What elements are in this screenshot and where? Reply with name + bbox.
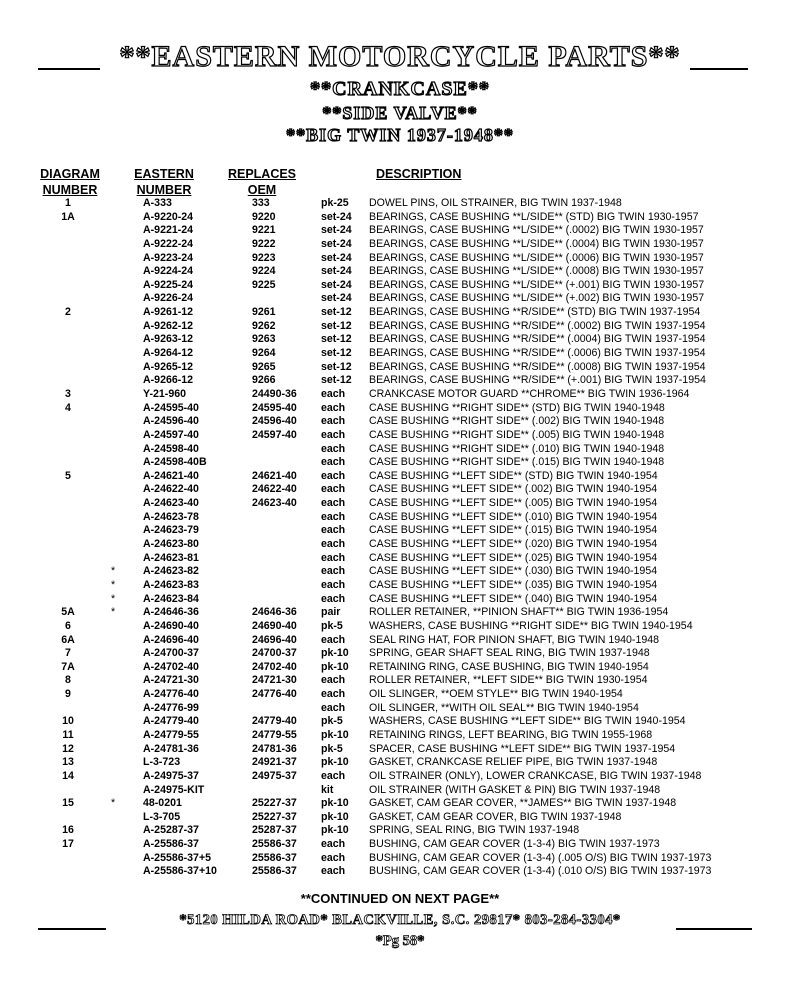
eastern-number: A-24975-KIT: [143, 783, 205, 796]
pack-unit: each: [321, 469, 346, 482]
diagram-number: 2: [65, 306, 71, 319]
eastern-number: A-24598-40B: [143, 456, 207, 469]
diagram-number: 17: [62, 838, 74, 851]
oem-number: 24779-55: [252, 728, 297, 741]
eastern-number: L-3-723: [143, 756, 181, 769]
eastern-number: A-9266-12: [143, 374, 194, 387]
eastern-number: A-9222-24: [143, 237, 194, 250]
table-row: [0, 374, 800, 388]
diagram-number: 8: [65, 674, 71, 687]
diagram-number: 6A: [61, 633, 75, 646]
description: SPRING, SEAL RING, BIG TWIN 1937-1948: [369, 824, 580, 837]
pack-unit: pk-10: [321, 647, 349, 660]
eastern-number: A-9221-24: [143, 224, 194, 237]
note-star: *: [110, 565, 116, 578]
eastern-number: A-24623-40: [143, 497, 199, 510]
oem-number: 9261: [252, 306, 276, 319]
description: OIL STRAINER (ONLY), LOWER CRANKCASE, BIG TWIN 1937-1948: [369, 769, 702, 782]
oem-number: 24776-40: [252, 688, 297, 701]
table-row: [0, 647, 800, 661]
eastern-number: A-24623-84: [143, 592, 199, 605]
description: RETAINING RING, CASE BUSHING, BIG TWIN 1940-1954: [369, 660, 649, 673]
table-row: [0, 702, 800, 716]
eastern-number: 48-0201: [143, 797, 182, 810]
description: ROLLER RETAINER, **LEFT SIDE** BIG TWIN 1930-1954: [369, 674, 648, 687]
table-row: [0, 756, 800, 770]
eastern-number: A-24779-55: [143, 728, 199, 741]
eastern-number: A-24779-40: [143, 715, 199, 728]
oem-number: 24781-36: [252, 742, 297, 755]
description: BEARINGS, CASE BUSHING **L/SIDE** (.0004) BIG TWIN 1930-1957: [369, 237, 704, 250]
pack-unit: pk-25: [321, 197, 349, 209]
pack-unit: each: [321, 442, 346, 455]
pack-unit: each: [321, 551, 346, 564]
eastern-number: A-9220-24: [143, 210, 194, 223]
table-row: [0, 852, 800, 866]
page-number: *Pg 58*: [375, 933, 425, 949]
description: CASE BUSHING **RIGHT SIDE** (STD) BIG TWIN 1940-1948: [369, 401, 665, 414]
description: WASHERS, CASE BUSHING **RIGHT SIDE** BIG TWIN 1940-1954: [369, 619, 693, 632]
table-row: [0, 470, 800, 484]
pack-unit: set-24: [321, 265, 352, 278]
eastern-number: A-24621-40: [143, 469, 199, 482]
oem-number: 9223: [252, 251, 276, 264]
title-block: [0, 40, 800, 76]
pack-unit: set-24: [321, 292, 352, 305]
table-row: [0, 456, 800, 470]
description: GASKET, CAM GEAR COVER, BIG TWIN 1937-1948: [369, 810, 622, 823]
eastern-number: A-9223-24: [143, 251, 194, 264]
eastern-number: A-9224-24: [143, 265, 194, 278]
table-row: [0, 415, 800, 429]
eastern-number: A-24623-83: [143, 578, 199, 591]
description: WASHERS, CASE BUSHING **LEFT SIDE** BIG TWIN 1940-1954: [369, 715, 686, 728]
oem-number: 24921-37: [252, 756, 297, 769]
description: CASE BUSHING **LEFT SIDE** (STD) BIG TWIN 1940-1954: [369, 469, 658, 482]
description: CASE BUSHING **LEFT SIDE** (.005) BIG TWIN 1940-1954: [369, 497, 658, 510]
parts-table: [0, 197, 800, 879]
pack-unit: each: [321, 387, 346, 400]
eastern-number: A-24776-40: [143, 688, 199, 701]
pack-unit: set-24: [321, 224, 352, 237]
eastern-number: A-24623-81: [143, 551, 199, 564]
oem-number: 24621-40: [252, 469, 297, 482]
note-star: *: [110, 592, 116, 605]
oem-number: 24490-36: [252, 387, 297, 400]
pack-unit: set-24: [321, 210, 352, 223]
pack-unit: each: [321, 865, 346, 878]
eastern-number: A-24690-40: [143, 619, 199, 632]
oem-number: 24623-40: [252, 497, 297, 510]
eastern-number: A-9261-12: [143, 306, 194, 319]
table-row: [0, 688, 800, 702]
description: SPACER, CASE BUSHING **LEFT SIDE** BIG TWIN 1937-1954: [369, 742, 676, 755]
table-row: [0, 824, 800, 838]
description: BEARINGS, CASE BUSHING **L/SIDE** (.0002) BIG TWIN 1930-1957: [369, 224, 704, 237]
eastern-number: A-24696-40: [143, 633, 199, 646]
pack-unit: pk-10: [321, 756, 349, 769]
table-row: [0, 388, 800, 402]
pack-unit: pk-10: [321, 728, 349, 741]
eastern-number: A-24700-37: [143, 647, 199, 660]
oem-number: 9264: [252, 347, 276, 360]
description: CASE BUSHING **LEFT SIDE** (.020) BIG TWIN 1940-1954: [369, 538, 658, 551]
description: BEARINGS, CASE BUSHING **L/SIDE** (+.001) BIG TWIN 1930-1957: [369, 278, 705, 291]
description: OIL STRAINER (WITH GASKET & PIN) BIG TWIN 1937-1948: [369, 783, 661, 796]
note-star: *: [110, 606, 116, 619]
diagram-number: 16: [62, 824, 74, 837]
subtitle-big-twin: **BIG TWIN 1937-1948**: [286, 125, 514, 145]
table-row: [0, 579, 800, 593]
diagram-number: 5A: [61, 606, 75, 619]
pack-unit: each: [321, 415, 346, 428]
eastern-number: A-24622-40: [143, 483, 199, 496]
oem-number: 9265: [252, 360, 276, 373]
oem-number: 24690-40: [252, 619, 297, 632]
table-row: [0, 743, 800, 757]
description: OIL SLINGER, **OEM STYLE** BIG TWIN 1940-1954: [369, 688, 623, 701]
description: CRANKCASE MOTOR GUARD **CHROME** BIG TWIN 1936-1964: [369, 387, 690, 400]
table-row: [0, 674, 800, 688]
table-row: [0, 483, 800, 497]
table-row: [0, 729, 800, 743]
table-row: [0, 838, 800, 852]
description: BEARINGS, CASE BUSHING **L/SIDE** (+.002) BIG TWIN 1930-1957: [369, 292, 705, 305]
table-row: [0, 593, 800, 607]
description: SEAL RING HAT, FOR PINION SHAFT, BIG TWIN 1940-1948: [369, 633, 660, 646]
description: BEARINGS, CASE BUSHING **L/SIDE** (.0006) BIG TWIN 1930-1957: [369, 251, 704, 264]
description: CASE BUSHING **RIGHT SIDE** (.010) BIG TWIN 1940-1948: [369, 442, 665, 455]
description: CASE BUSHING **LEFT SIDE** (.030) BIG TWIN 1940-1954: [369, 565, 658, 578]
pack-unit: each: [321, 565, 346, 578]
description: CASE BUSHING **RIGHT SIDE** (.005) BIG TWIN 1940-1948: [369, 428, 665, 441]
eastern-number: A-24623-80: [143, 538, 199, 551]
oem-number: 25287-37: [252, 824, 297, 837]
description: BEARINGS, CASE BUSHING **R/SIDE** (STD) BIG TWIN 1937-1954: [369, 306, 701, 319]
eastern-number: A-9226-24: [143, 292, 194, 305]
pack-unit: each: [321, 592, 346, 605]
oem-number: 9225: [252, 278, 276, 291]
subtitle-crankcase: **CRANKCASE**: [310, 78, 490, 100]
eastern-number: A-25586-37: [143, 838, 199, 851]
diagram-number: 5: [65, 469, 71, 482]
diagram-number: 13: [62, 756, 74, 769]
oem-number: 24622-40: [252, 483, 297, 496]
pack-unit: each: [321, 851, 346, 864]
eastern-number: A-25287-37: [143, 824, 199, 837]
oem-number: 24596-40: [252, 415, 297, 428]
table-row: [0, 265, 800, 279]
oem-number: 9221: [252, 224, 276, 237]
table-row: [0, 511, 800, 525]
diagram-number: 9: [65, 688, 71, 701]
eastern-number: A-24781-36: [143, 742, 199, 755]
pack-unit: each: [321, 769, 346, 782]
pack-unit: set-24: [321, 278, 352, 291]
pack-unit: each: [321, 524, 346, 537]
table-row: [0, 620, 800, 634]
description: BEARINGS, CASE BUSHING **R/SIDE** (.0002) BIG TWIN 1937-1954: [369, 319, 706, 332]
eastern-number: A-25586-37+10: [143, 865, 217, 878]
pack-unit: set-12: [321, 319, 352, 332]
eastern-number: A-24702-40: [143, 660, 199, 673]
pack-unit: pk-10: [321, 797, 349, 810]
eastern-number: A-9262-12: [143, 319, 194, 332]
table-row: [0, 715, 800, 729]
pack-unit: set-24: [321, 237, 352, 250]
pack-unit: set-12: [321, 374, 352, 387]
pack-unit: each: [321, 428, 346, 441]
table-row: [0, 211, 800, 225]
oem-number: 24696-40: [252, 633, 297, 646]
description: DOWEL PINS, OIL STRAINER, BIG TWIN 1937-1948: [369, 197, 622, 209]
pack-unit: kit: [321, 783, 334, 796]
description: BEARINGS, CASE BUSHING **R/SIDE** (.0008) BIG TWIN 1937-1954: [369, 360, 706, 373]
oem-number: 25586-37: [252, 865, 297, 878]
table-row: [0, 770, 800, 784]
table-row: [0, 606, 800, 620]
eastern-number: A-24646-36: [143, 606, 199, 619]
description: BEARINGS, CASE BUSHING **L/SIDE** (.0008) BIG TWIN 1930-1957: [369, 265, 704, 278]
eastern-number: A-9265-12: [143, 360, 194, 373]
diagram-number: 1: [65, 197, 71, 209]
pack-unit: pk-5: [321, 742, 343, 755]
eastern-number: A-24623-82: [143, 565, 199, 578]
table-row: [0, 811, 800, 825]
description: BUSHING, CAM GEAR COVER (1-3-4) BIG TWIN 1937-1973: [369, 838, 660, 851]
diagram-number: 6: [65, 619, 71, 632]
pack-unit: each: [321, 538, 346, 551]
oem-number: 25586-37: [252, 851, 297, 864]
pack-unit: set-12: [321, 333, 352, 346]
eastern-number: A-24596-40: [143, 415, 199, 428]
oem-number: 24779-40: [252, 715, 297, 728]
note-star: *: [110, 578, 116, 591]
oem-number: 24721-30: [252, 674, 297, 687]
eastern-number: A-9225-24: [143, 278, 194, 291]
pack-unit: pair: [321, 606, 341, 619]
table-row: [0, 320, 800, 334]
description: ROLLER RETAINER, **PINION SHAFT** BIG TWIN 1936-1954: [369, 606, 669, 619]
oem-number: 24595-40: [252, 401, 297, 414]
table-row: [0, 552, 800, 566]
table-row: [0, 797, 800, 811]
diagram-number: 4: [65, 401, 71, 414]
pack-unit: set-12: [321, 347, 352, 360]
description: BEARINGS, CASE BUSHING **R/SIDE** (+.001) BIG TWIN 1937-1954: [369, 374, 706, 387]
eastern-number: A-24975-37: [143, 769, 199, 782]
table-row: [0, 538, 800, 552]
oem-number: 24975-37: [252, 769, 297, 782]
eastern-number: A-9264-12: [143, 347, 194, 360]
table-row: [0, 306, 800, 320]
table-row: [0, 197, 800, 211]
pack-unit: pk-5: [321, 715, 343, 728]
pack-unit: each: [321, 701, 346, 714]
description: SPRING, GEAR SHAFT SEAL RING, BIG TWIN 1937-1948: [369, 647, 650, 660]
oem-number: 25227-37: [252, 810, 297, 823]
oem-number: 9222: [252, 237, 276, 250]
pack-unit: each: [321, 674, 346, 687]
description: CASE BUSHING **LEFT SIDE** (.035) BIG TWIN 1940-1954: [369, 578, 658, 591]
table-row: [0, 224, 800, 238]
description: BEARINGS, CASE BUSHING **L/SIDE** (STD) BIG TWIN 1930-1957: [369, 210, 699, 223]
diagram-number: 12: [62, 742, 74, 755]
diagram-number: 7A: [61, 660, 75, 673]
table-row: [0, 497, 800, 511]
footer-address: *5120 HILDA ROAD* BLACKVILLE, S.C. 29817* 803-284-3304*: [179, 912, 621, 928]
description: GASKET, CAM GEAR COVER, **JAMES** BIG TWIN 1937-1948: [369, 797, 677, 810]
description: CASE BUSHING **LEFT SIDE** (.040) BIG TWIN 1940-1954: [369, 592, 658, 605]
pack-unit: each: [321, 401, 346, 414]
pack-unit: set-24: [321, 251, 352, 264]
table-row: [0, 292, 800, 306]
description: OIL SLINGER, **WITH OIL SEAL** BIG TWIN 1940-1954: [369, 701, 639, 714]
table-row: [0, 252, 800, 266]
pack-unit: each: [321, 456, 346, 469]
pack-unit: each: [321, 578, 346, 591]
oem-number: 24702-40: [252, 660, 297, 673]
table-row: [0, 524, 800, 538]
oem-number: 9262: [252, 319, 276, 332]
table-row: [0, 661, 800, 675]
diagram-number: 11: [62, 728, 74, 741]
description: CASE BUSHING **LEFT SIDE** (.025) BIG TWIN 1940-1954: [369, 551, 658, 564]
table-row: [0, 429, 800, 443]
diagram-number: 1A: [61, 210, 75, 223]
description: CASE BUSHING **RIGHT SIDE** (.002) BIG TWIN 1940-1948: [369, 415, 665, 428]
diagram-number: 15: [62, 797, 74, 810]
description: BEARINGS, CASE BUSHING **R/SIDE** (.0006) BIG TWIN 1937-1954: [369, 347, 706, 360]
diagram-number: 7: [65, 647, 71, 660]
eastern-number: A-24597-40: [143, 428, 199, 441]
eastern-number: A-24595-40: [143, 401, 199, 414]
table-row: [0, 865, 800, 879]
description: BUSHING, CAM GEAR COVER (1-3-4) (.005 O/S) BIG TWIN 1937-1973: [369, 851, 712, 864]
table-row: [0, 402, 800, 416]
eastern-number: A-9263-12: [143, 333, 194, 346]
oem-number: 9263: [252, 333, 276, 346]
eastern-number: A-24721-30: [143, 674, 199, 687]
column-header-replaces: REPLACES OEM: [227, 167, 297, 197]
oem-number: 24700-37: [252, 647, 297, 660]
oem-number: 24597-40: [252, 428, 297, 441]
eastern-number: A-24598-40: [143, 442, 199, 455]
diagram-number: 14: [62, 769, 74, 782]
pack-unit: each: [321, 838, 346, 851]
table-row: [0, 565, 800, 579]
subtitle-side-valve: **SIDE VALVE**: [322, 103, 478, 123]
eastern-number: L-3-705: [143, 810, 181, 823]
footer-rule-left: [38, 928, 106, 930]
pack-unit: each: [321, 510, 346, 523]
eastern-number: Y-21-960: [143, 387, 186, 400]
description: GASKET, CRANKCASE RELIEF PIPE, BIG TWIN 1937-1948: [369, 756, 658, 769]
pack-unit: each: [321, 497, 346, 510]
column-header-eastern: EASTERN NUMBER: [134, 167, 194, 197]
table-row: [0, 634, 800, 648]
description: CASE BUSHING **LEFT SIDE** (.002) BIG TWIN 1940-1954: [369, 483, 658, 496]
oem-number: 333: [252, 197, 270, 209]
table-row: [0, 238, 800, 252]
page-title: **EASTERN MOTORCYCLE PARTS**: [119, 40, 681, 73]
diagram-number: 3: [65, 387, 71, 400]
pack-unit: pk-5: [321, 619, 343, 632]
oem-number: 24646-36: [252, 606, 297, 619]
pack-unit: pk-10: [321, 660, 349, 673]
diagram-number: 10: [62, 715, 74, 728]
oem-number: 9266: [252, 374, 276, 387]
description: CASE BUSHING **RIGHT SIDE** (.015) BIG TWIN 1940-1948: [369, 456, 665, 469]
pack-unit: set-12: [321, 360, 352, 373]
footer-rule-right: [676, 928, 752, 930]
description: CASE BUSHING **LEFT SIDE** (.010) BIG TWIN 1940-1954: [369, 510, 658, 523]
oem-number: 25227-37: [252, 797, 297, 810]
title-rule-left: [38, 68, 100, 70]
pack-unit: pk-10: [321, 824, 349, 837]
table-row: [0, 333, 800, 347]
pack-unit: each: [321, 688, 346, 701]
eastern-number: A-24623-78: [143, 510, 199, 523]
note-star: *: [110, 797, 116, 810]
continued-note: **CONTINUED ON NEXT PAGE**: [300, 891, 500, 906]
pack-unit: each: [321, 483, 346, 496]
eastern-number: A-24623-79: [143, 524, 199, 537]
eastern-number: A-25586-37+5: [143, 851, 212, 864]
table-row: [0, 443, 800, 457]
description: RETAINING RINGS, LEFT BEARING, BIG TWIN 1955-1968: [369, 728, 653, 741]
oem-number: 25586-37: [252, 838, 297, 851]
column-header-diagram: DIAGRAM NUMBER: [40, 167, 100, 197]
pack-unit: set-12: [321, 306, 352, 319]
description: CASE BUSHING **LEFT SIDE** (.015) BIG TWIN 1940-1954: [369, 524, 658, 537]
table-row: [0, 347, 800, 361]
description: BUSHING, CAM GEAR COVER (1-3-4) (.010 O/S) BIG TWIN 1937-1973: [369, 865, 712, 878]
pack-unit: pk-10: [321, 810, 349, 823]
table-row: [0, 361, 800, 375]
column-header-description: DESCRIPTION: [376, 167, 462, 181]
oem-number: 9220: [252, 210, 276, 223]
table-row: [0, 279, 800, 293]
eastern-number: A-333: [143, 197, 172, 209]
eastern-number: A-24776-99: [143, 701, 199, 714]
oem-number: 9224: [252, 265, 276, 278]
pack-unit: each: [321, 633, 346, 646]
table-row: [0, 784, 800, 798]
description: BEARINGS, CASE BUSHING **R/SIDE** (.0004) BIG TWIN 1937-1954: [369, 333, 706, 346]
title-rule-right: [690, 68, 748, 70]
